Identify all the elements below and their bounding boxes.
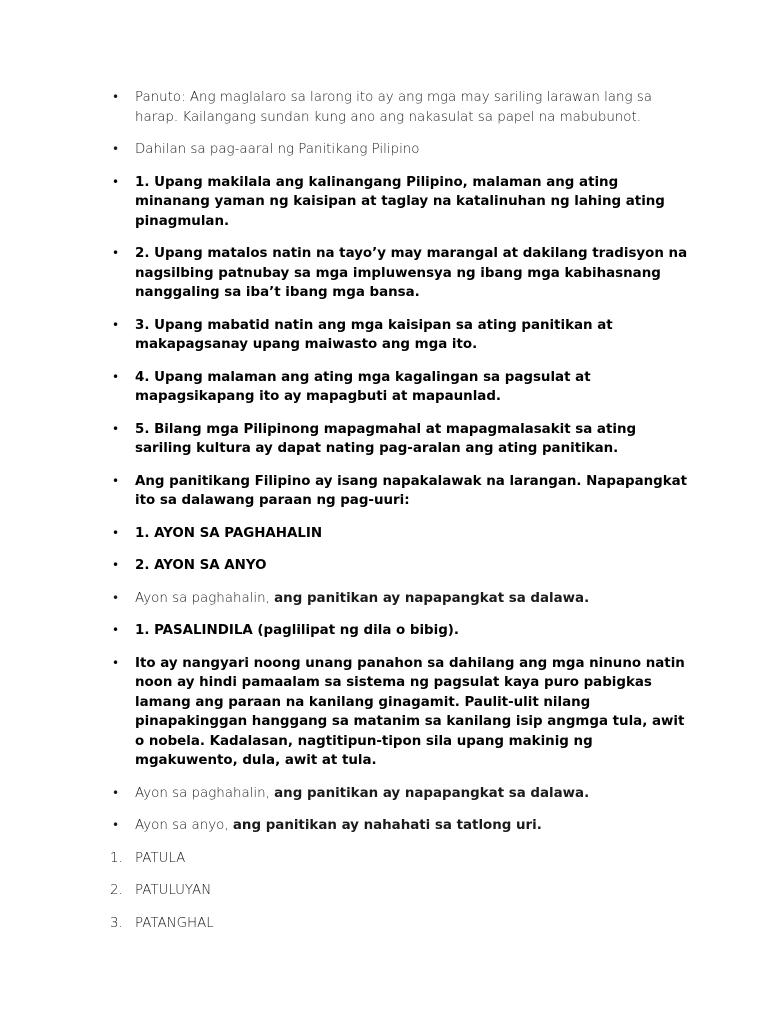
bullet-icon: • bbox=[112, 525, 120, 540]
item-prefix: Ayon sa paghahalin, bbox=[135, 590, 275, 606]
bullet-icon: • bbox=[112, 473, 120, 488]
item-text: 3. Upang mabatid natin ang mga kaisipan sa ating panitikan at makapagsanay upang maiwasto ang mga ito. bbox=[135, 317, 613, 352]
item-text: Ito ay nangyari noong unang panahon sa dahilang ang mga ninuno natin noon ay hindi pamaalam sa sistema ng pagsulat kaya puro pabigkas lamang ang paraan na kanilang ginagamit. Paulit-ulit nilang pinapakinggan hanggang sa matanim sa kanilang isip angmga tula, awit o nobela. Kadalasan, nagtitipun-tipon sila upang makinig ng mgakuwento, dula, awit at tula. bbox=[135, 655, 685, 768]
item-text: 5. Bilang mga Pilipinong mapagmahal at mapagmalasakit sa ating sariling kultura ay dapat nating pag-aralan ang ating panitikan. bbox=[135, 421, 637, 456]
list-item bbox=[0, 784, 768, 804]
item-text: PATULUYAN bbox=[135, 883, 212, 898]
list-item bbox=[0, 88, 768, 127]
bullet-icon: • bbox=[112, 421, 120, 436]
bullet-icon: • bbox=[112, 590, 120, 605]
item-text: Dahilan sa pag-aaral ng Panitikang Pilipino bbox=[135, 142, 420, 157]
document-list bbox=[0, 88, 768, 946]
list-item bbox=[0, 368, 768, 407]
item-number: 2. bbox=[110, 883, 123, 898]
list-item bbox=[0, 173, 768, 232]
list-item bbox=[0, 524, 768, 544]
bullet-icon: • bbox=[112, 785, 120, 800]
list-item bbox=[0, 621, 768, 641]
bullet-icon: • bbox=[112, 90, 120, 104]
item-text: 2. Upang matalos natin na tayo’y may marangal at dakilang tradisyon na nagsilbing patnubay sa mga impluwensya ng ibang mga kabihasnang nanggaling sa iba’t ibang mga bansa. bbox=[135, 246, 688, 300]
bullet-icon: • bbox=[112, 818, 120, 832]
item-emphasis: ang panitikan ay nahahati sa tatlong uri. bbox=[232, 818, 542, 833]
item-text: 4. Upang malaman ang ating mga kagalingan sa pagsulat at mapagsikapang ito ay mapagbuti at mapaunlad. bbox=[135, 369, 591, 404]
list-item bbox=[0, 556, 768, 576]
item-text: 1. AYON SA PAGHAHALIN bbox=[135, 525, 323, 541]
list-item bbox=[0, 244, 768, 303]
list-item bbox=[0, 420, 768, 459]
item-prefix: Ayon sa paghahalin, bbox=[135, 785, 275, 801]
item-emphasis: ang panitikan ay napapangkat sa dalawa. bbox=[274, 590, 590, 606]
item-text: 1. Upang makilala ang kalinangang Pilipino, malaman ang ating minanang yaman ng kaisipan at taglay na katalinuhan ng lahing ating pinagmulan. bbox=[135, 174, 665, 229]
numbered-item bbox=[0, 914, 768, 934]
numbered-item bbox=[0, 881, 768, 901]
list-item bbox=[0, 589, 768, 609]
bullet-icon: • bbox=[112, 369, 120, 384]
item-emphasis: ang panitikan ay napapangkat sa dalawa. bbox=[274, 785, 590, 801]
list-item bbox=[0, 654, 768, 771]
bullet-icon: • bbox=[112, 174, 120, 189]
bullet-icon: • bbox=[112, 558, 120, 572]
bullet-icon: • bbox=[112, 623, 120, 637]
list-item bbox=[0, 472, 768, 511]
item-text: Panuto: Ang maglalaro sa larong ito ay ang mga may sariling larawan lang sa harap. Kailangang sundan kung ano ang nakasulat sa papel na mabubunot. bbox=[135, 90, 652, 125]
list-item bbox=[0, 816, 768, 836]
bullet-icon: • bbox=[112, 317, 120, 332]
item-text: Ang panitikang Filipino ay isang napakalawak na larangan. Napapangkat ito sa dalawang paraan ng pag-uuri: bbox=[135, 473, 688, 508]
item-text: PATANGHAL bbox=[135, 915, 214, 931]
item-number: 3. bbox=[110, 915, 123, 931]
bullet-icon: • bbox=[112, 246, 120, 260]
item-prefix: Ayon sa anyo, bbox=[135, 818, 233, 833]
list-item bbox=[0, 140, 768, 160]
bullet-icon: • bbox=[112, 142, 120, 156]
list-item bbox=[0, 316, 768, 355]
item-number: 1. bbox=[110, 850, 123, 866]
numbered-item bbox=[0, 849, 768, 869]
item-text: 1. PASALINDILA (paglilipat ng dila o bibig). bbox=[135, 623, 460, 638]
item-text: 2. AYON SA ANYO bbox=[135, 558, 267, 573]
bullet-icon: • bbox=[112, 655, 120, 670]
item-text: PATULA bbox=[135, 850, 186, 866]
